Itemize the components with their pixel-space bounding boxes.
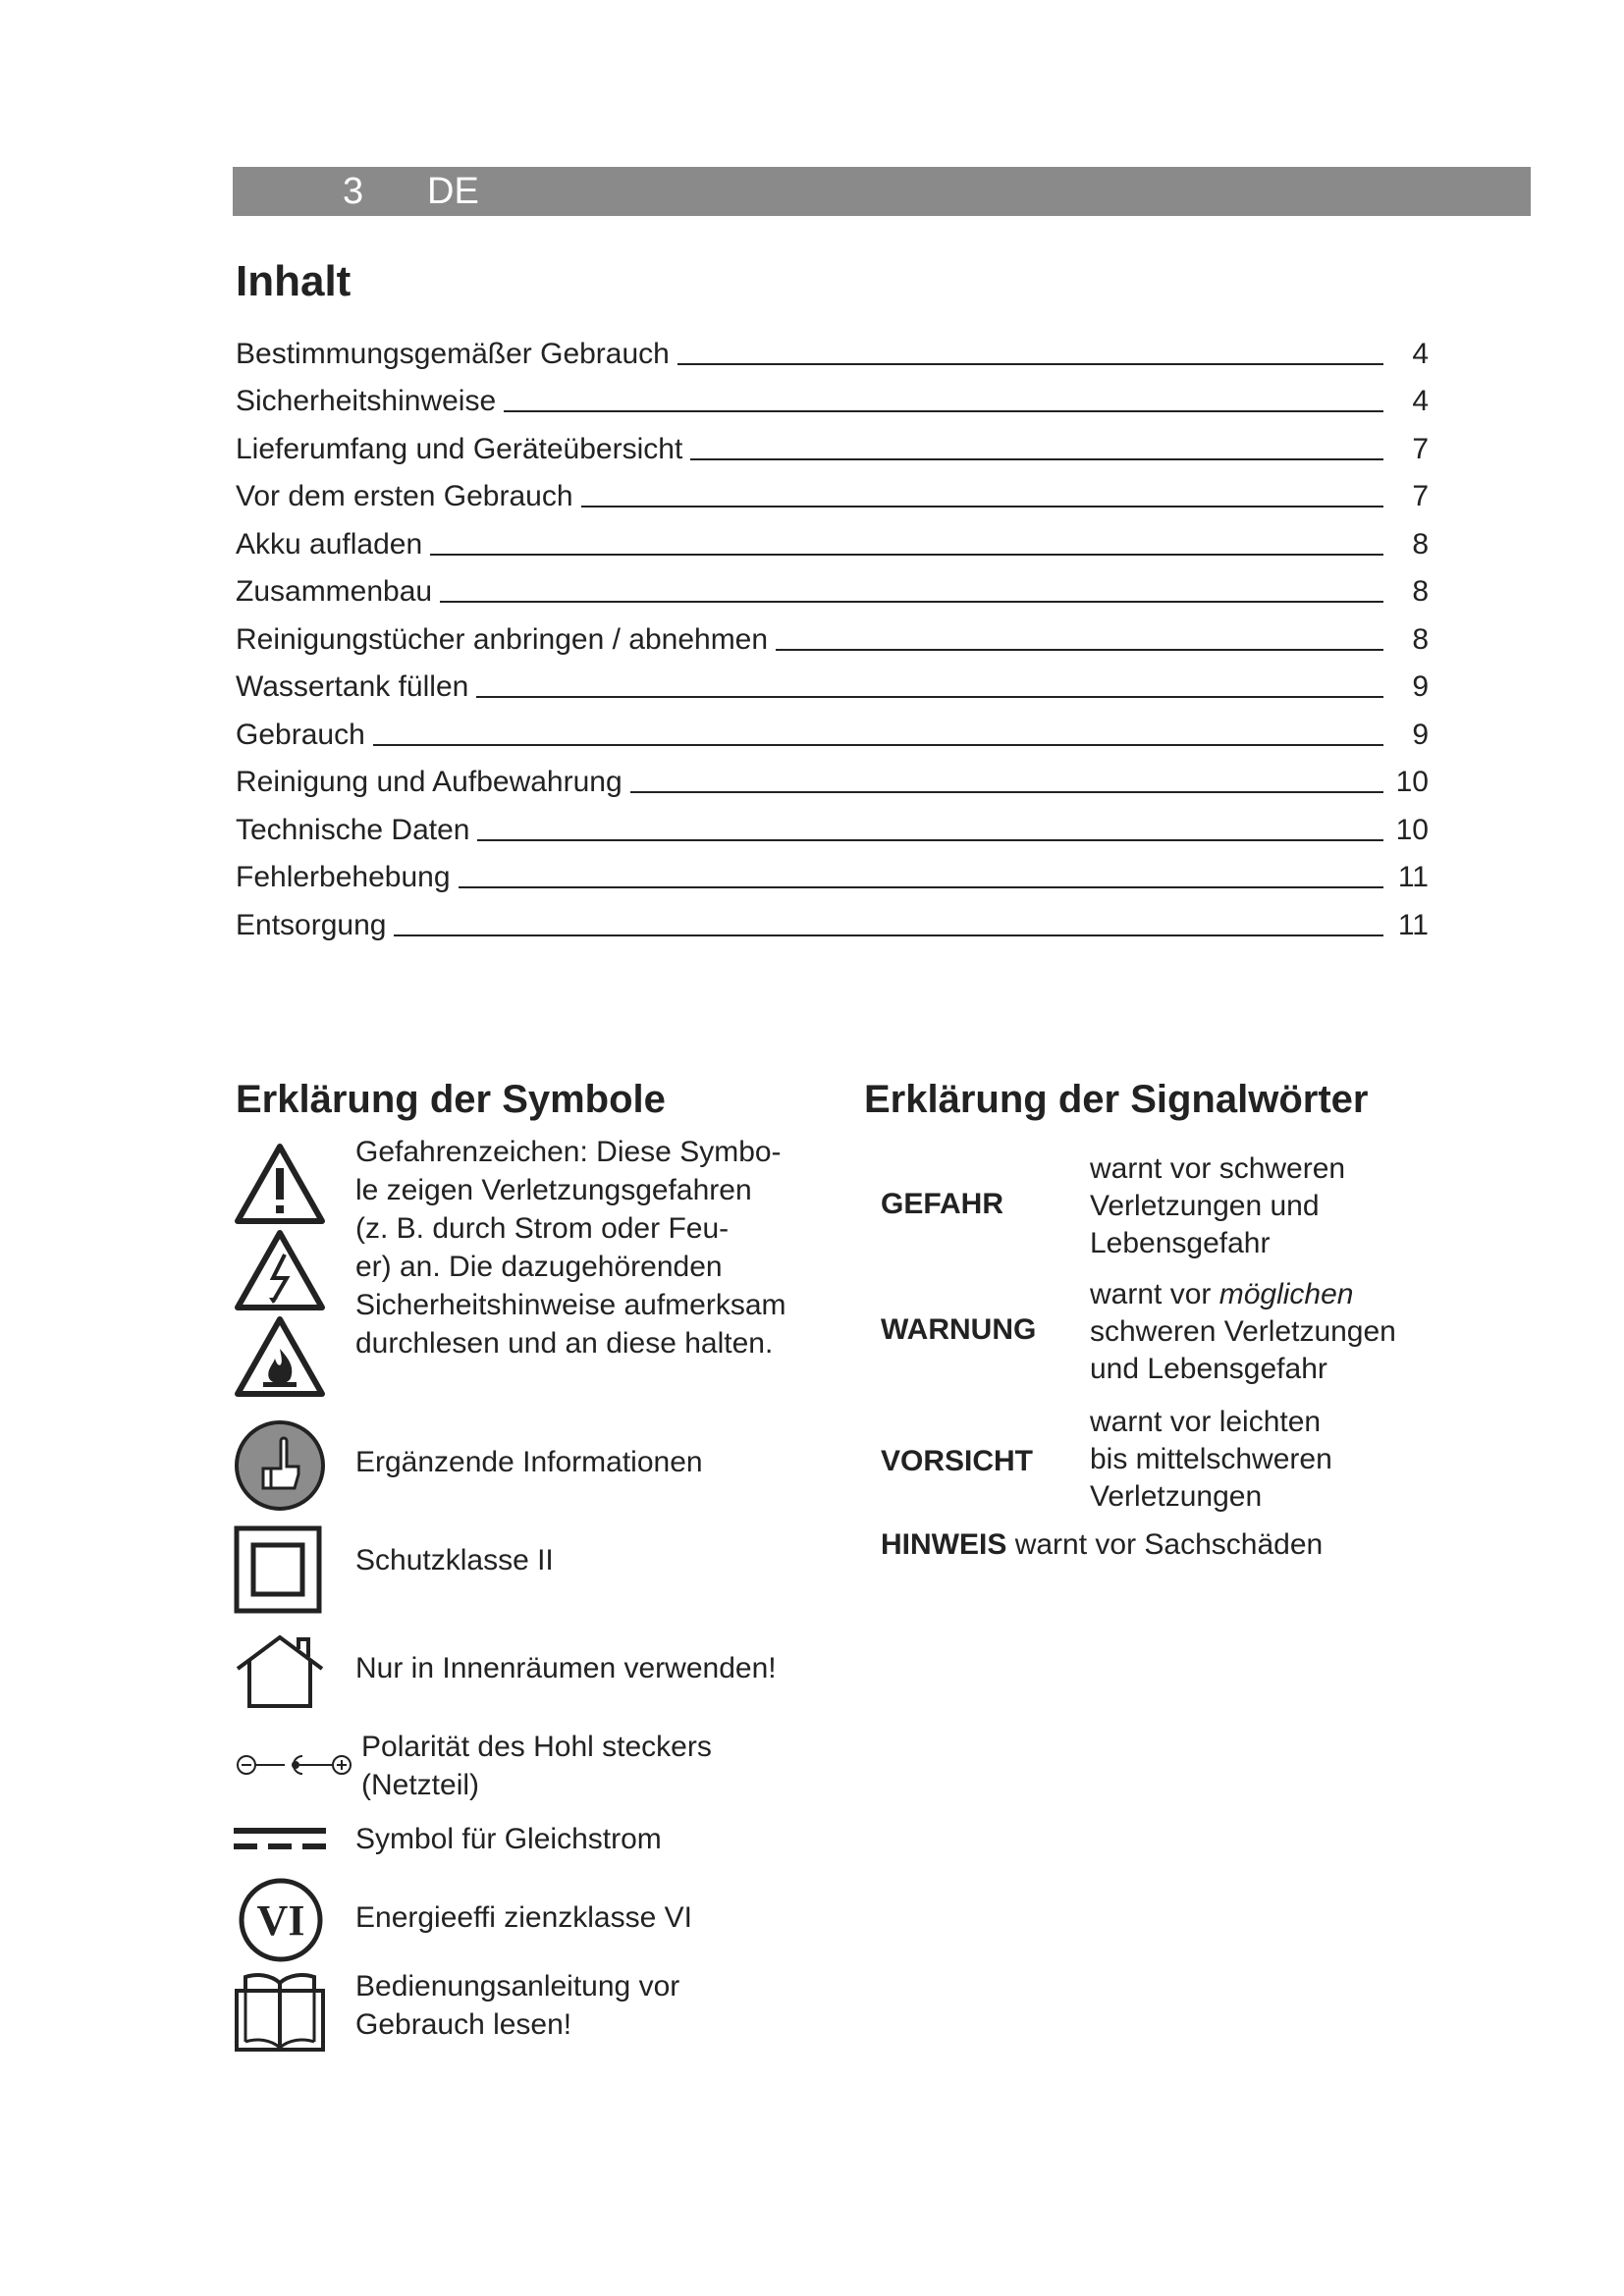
signal-words-title: Erklärung der Signalwörter [864,1078,1369,1121]
toc-leader-line [504,410,1383,412]
polarity-line: Polarität des Hohl steckers [361,1731,712,1763]
signal-desc-emphasis: möglichen [1218,1278,1354,1310]
manual-line: Bedienungsanleitung vor [355,1970,680,2002]
toc-entry-title: Akku aufladen [236,527,423,561]
toc-entry-page: 7 [1412,432,1429,465]
toc-entry [236,466,1429,514]
toc-entry-title: Zusammenbau [236,575,433,608]
toc-entry [236,894,1429,942]
toc-entry-title: Bestimmungsgemäßer Gebrauch [236,337,670,370]
hazard-description [355,1133,786,1362]
signal-desc-warnung [1090,1276,1443,1388]
toc-leader-line [581,506,1383,507]
signal-word-warnung: WARNUNG [881,1313,1037,1346]
indoor-description: Nur in Innenräumen verwenden! [355,1652,777,1684]
page-header-bar [233,167,1531,216]
toc-entry-page: 8 [1412,527,1429,561]
hazard-line: le zeigen Verletzungsgefahren [355,1174,752,1206]
signal-desc-vorsicht [1090,1404,1443,1516]
toc-leader-line [477,839,1383,841]
signal-desc-line: schweren Verletzungen [1090,1315,1396,1348]
toc-entry-title: Gebrauch [236,718,365,751]
table-of-contents [236,323,1429,942]
hazard-line: Sicherheitshinweise aufmerksam [355,1289,786,1321]
signal-desc-line: bis mittelschweren [1090,1443,1332,1475]
efficiency-badge-text: VI [256,1896,305,1945]
toc-entry-title: Technische Daten [236,813,470,846]
toc-entry-title: Lieferumfang und Geräteübersicht [236,432,683,465]
toc-entry-page: 4 [1412,337,1429,370]
toc-entry-title: Wassertank füllen [236,670,469,703]
electric-hazard-icon [234,1229,326,1311]
toc-entry-title: Reinigungstücher anbringen / abnehmen [236,622,769,656]
toc-entry [236,561,1429,610]
toc-entry-title: Vor dem ersten Gebrauch [236,480,573,512]
toc-leader-line [394,934,1383,936]
toc-leader-line [459,886,1383,888]
toc-entry [236,799,1429,847]
toc-entry-page: 8 [1412,575,1429,608]
toc-entry-page: 11 [1397,908,1429,941]
signal-desc-line: Verletzungen und [1090,1190,1320,1222]
manual-description [355,1967,679,2044]
toc-entry-page: 10 [1395,766,1429,798]
direct-current-icon [234,1826,326,1853]
polarity-description [361,1728,712,1804]
toc-leader-line [373,744,1383,746]
toc-entry [236,418,1429,466]
toc-leader-line [776,649,1383,651]
toc-leader-line [430,554,1383,556]
signal-desc-gefahr [1090,1150,1443,1262]
toc-entry-page: 9 [1412,718,1429,751]
signal-desc-line: Lebensgefahr [1090,1227,1271,1259]
toc-entry [236,513,1429,561]
hazard-line: durchlesen und an diese halten. [355,1327,774,1360]
toc-entry [236,371,1429,419]
signal-desc-line: warnt vor schweren [1090,1152,1346,1185]
toc-entry-page: 10 [1395,813,1429,846]
protection-class-ii-icon [234,1525,322,1614]
toc-title: Inhalt [236,257,352,305]
efficiency-class-icon [238,1877,324,1963]
toc-entry [236,704,1429,752]
manual-line: Gebrauch lesen! [355,2008,572,2041]
indoor-house-icon [234,1633,326,1710]
toc-leader-line [690,458,1383,460]
toc-entry [236,609,1429,657]
polarity-icon [234,1753,357,1777]
signal-word-hinweis: HINWEIS [881,1528,1007,1561]
protection-class-description: Schutzklasse II [355,1544,554,1576]
hazard-line: er) an. Die dazugehörenden [355,1251,723,1283]
fire-hazard-icon [234,1315,326,1398]
toc-entry-page: 9 [1412,670,1429,703]
dc-description: Symbol für Gleichstrom [355,1823,662,1855]
signal-desc-line: und Lebensgefahr [1090,1353,1327,1385]
toc-entry-page: 7 [1412,480,1429,512]
toc-leader-line [476,696,1383,698]
signal-desc-hinweis: warnt vor Sachschäden [1014,1528,1324,1561]
efficiency-description: Energieeffi zienzklasse VI [355,1901,692,1934]
signal-desc-line: warnt vor leichten [1090,1406,1322,1438]
toc-entry-page: 8 [1412,622,1429,656]
toc-leader-line [440,601,1383,603]
signal-desc-line: Verletzungen [1090,1480,1263,1513]
signal-desc-text: warnt vor [1090,1278,1219,1310]
toc-entry-title: Entsorgung [236,908,387,941]
toc-entry-title: Reinigung und Aufbewahrung [236,766,623,798]
hazard-line: (z. B. durch Strom oder Feu- [355,1212,730,1245]
toc-entry-title: Fehlerbehebung [236,861,451,893]
toc-leader-line [630,791,1383,793]
signal-hinweis-row [881,1528,1323,1562]
page-number: 3 [343,171,364,212]
open-book-manual-icon [234,1969,326,2054]
toc-entry [236,657,1429,705]
hazard-line: Gefahrenzeichen: Diese Symbo- [355,1136,782,1168]
symbols-title: Erklärung der Symbole [236,1078,666,1121]
info-hand-icon [234,1419,326,1512]
toc-entry [236,752,1429,800]
warning-triangle-icon [234,1143,326,1225]
toc-entry [236,323,1429,371]
signal-word-gefahr: GEFAHR [881,1188,1004,1220]
signal-word-vorsicht: VORSICHT [881,1445,1034,1477]
toc-entry-title: Sicherheitshinweise [236,385,497,417]
signal-desc-line [1090,1276,1443,1313]
toc-leader-line [677,363,1383,365]
language-code: DE [427,171,479,212]
toc-entry-page: 11 [1397,861,1429,893]
toc-entry [236,847,1429,895]
info-description: Ergänzende Informationen [355,1446,703,1478]
polarity-line: (Netzteil) [361,1769,480,1801]
toc-entry-page: 4 [1412,385,1429,417]
